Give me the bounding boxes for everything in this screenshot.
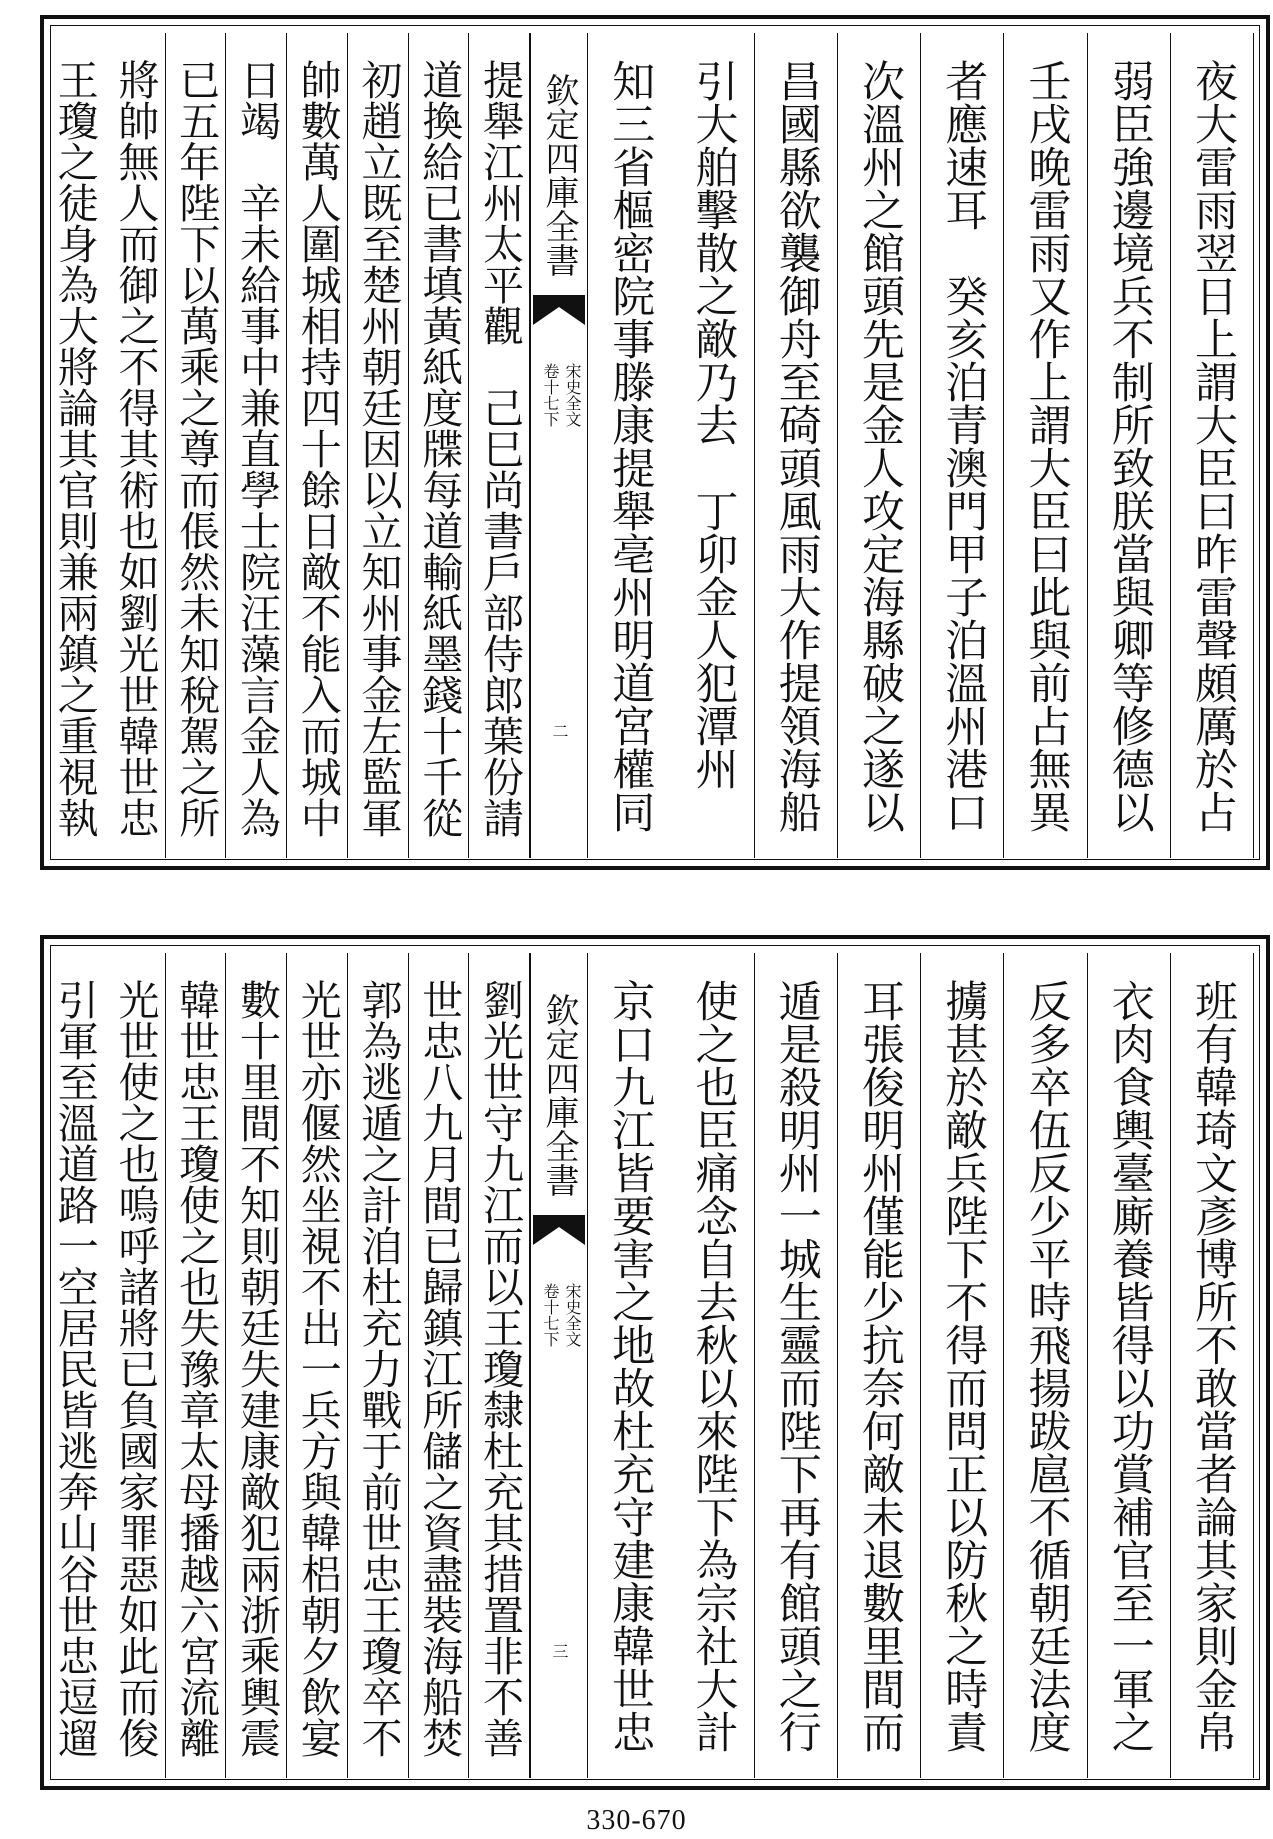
text-column	[105, 33, 166, 858]
text-column	[226, 33, 287, 858]
column-text: 光世使之也嗚呼諸將已負國家罪惡如此而俊	[111, 979, 160, 1758]
text-column	[469, 953, 530, 1778]
column-text: 昌國縣欲襲御舟至碕頭風雨大作提領海船	[771, 59, 822, 833]
text-column	[409, 953, 470, 1778]
text-column	[469, 33, 530, 858]
column-text: 提舉江州太平觀 己巳尚書戶部侍郎葉份請	[476, 59, 524, 838]
column-text: 已五年陛下以萬乘之尊而倀然未知稅駕之所	[172, 59, 221, 838]
text-column	[348, 33, 409, 858]
column-text: 帥數萬人圍城相持四十餘日敵不能入而城中	[293, 59, 342, 838]
text-column	[226, 953, 287, 1778]
book-title: 宋史全文	[563, 1283, 582, 1347]
collection-title: 欽定四庫全書	[539, 73, 579, 277]
column-text: 擄甚於敵兵陛下不得而問正以防秋之時責	[938, 979, 989, 1753]
fish-tail-mark-icon	[533, 295, 585, 325]
column-text: 遁是殺明州一城生靈而陛下再有館頭之行	[771, 979, 822, 1753]
column-text: 耳張俊明州僅能少抗奈何敵未退數里間而	[855, 979, 905, 1753]
text-column	[588, 953, 671, 1778]
text-column	[1171, 33, 1254, 858]
column-text: 弱臣強邊境兵不制所致朕當與卿等修德以	[1104, 59, 1155, 833]
column-text: 劉光世守九江而以王瓊隸杜充其措置非不善	[476, 979, 524, 1758]
text-column	[44, 33, 105, 858]
column-text: 日竭 辛未給事中兼直學士院汪藻言金人為	[233, 59, 281, 838]
text-column	[1004, 33, 1087, 858]
column-text: 數十里間不知則朝廷失建康敵犯兩浙乘輿震	[233, 979, 281, 1758]
text-column	[44, 953, 105, 1778]
text-column	[1171, 953, 1254, 1778]
center-margin	[530, 33, 588, 858]
column-text: 次溫州之館頭先是金人攻定海縣破之遂以	[855, 59, 905, 833]
text-column	[166, 953, 227, 1778]
column-text: 反多卒伍反少平時飛揚跋扈不循朝廷法度	[1021, 979, 1072, 1753]
text-column	[671, 33, 754, 858]
text-column	[287, 953, 348, 1778]
page-number: 三	[550, 1643, 569, 1659]
text-column	[588, 33, 671, 858]
text-column	[105, 953, 166, 1778]
book-volume-label	[535, 363, 583, 503]
center-margin	[530, 953, 588, 1778]
column-text: 衣肉食輿臺廝養皆得以功賞補官至一軍之	[1104, 979, 1155, 1753]
column-text: 王瓊之徒身為大將論其官則兼兩鎮之重視執	[50, 59, 99, 838]
page-number: 二	[550, 723, 569, 739]
column-text: 將帥無人而御之不得其術也如劉光世韓世忠	[111, 59, 160, 838]
text-column	[671, 953, 754, 1778]
volume-label: 卷十七下	[541, 363, 560, 427]
column-text: 初趙立既至楚州朝廷因以立知州事金左監軍	[354, 59, 403, 838]
text-column	[166, 33, 227, 858]
column-text: 壬戌晚雷雨又作上謂大臣曰此與前占無異	[1021, 59, 1072, 833]
text-column	[755, 33, 838, 858]
page-panel-bottom	[40, 935, 1270, 1790]
column-text: 使之也臣痛念自去秋以來陛下為宗社大計	[688, 979, 739, 1753]
column-text: 夜大雷雨翌日上謂大臣曰昨雷聲頗厲於占	[1188, 59, 1238, 833]
text-column	[838, 953, 921, 1778]
fish-tail-mark-icon	[533, 1215, 585, 1245]
volume-label: 卷十七下	[541, 1283, 560, 1347]
text-column	[1004, 953, 1087, 1778]
column-text: 者應速耳 癸亥泊青澳門甲子泊溫州港口	[938, 59, 989, 833]
column-text: 京口九江皆要害之地故杜充守建康韓世忠	[605, 979, 656, 1753]
text-column	[838, 33, 921, 858]
column-text: 引大舶擊散之敵乃去 丁卯金人犯潭州	[688, 59, 739, 790]
column-text: 郭為逃遁之計洎杜充力戰于前世忠王瓊卒不	[354, 979, 403, 1758]
column-text: 光世亦偃然坐視不出一兵方與韓梠朝夕飲宴	[293, 979, 342, 1758]
column-text: 引軍至溫道路一空居民皆逃奔山谷世忠逗遛	[50, 979, 99, 1758]
book-title: 宋史全文	[563, 363, 582, 427]
column-text: 班有韓琦文彥博所不敢當者論其家則金帛	[1188, 979, 1238, 1753]
book-volume-label	[535, 1283, 583, 1423]
text-column	[348, 953, 409, 1778]
text-column	[755, 953, 838, 1778]
column-text: 知三省樞密院事滕康提舉亳州明道宮權同	[605, 59, 656, 833]
text-column	[409, 33, 470, 858]
page-panel-top	[40, 15, 1270, 870]
collection-title: 欽定四庫全書	[539, 993, 579, 1197]
text-column	[287, 33, 348, 858]
text-column	[1088, 33, 1171, 858]
column-text: 韓世忠王瓊使之也失豫章太母播越六宮流離	[172, 979, 221, 1758]
column-text: 道換給已書填黃紙度牒每道輸紙墨錢十千從	[415, 59, 464, 838]
text-column	[921, 33, 1004, 858]
page-code: 330-670	[586, 1805, 687, 1836]
text-column	[921, 953, 1004, 1778]
text-column	[1088, 953, 1171, 1778]
column-text: 世忠八九月間已歸鎮江所儲之資盡裝海船焚	[415, 979, 464, 1758]
